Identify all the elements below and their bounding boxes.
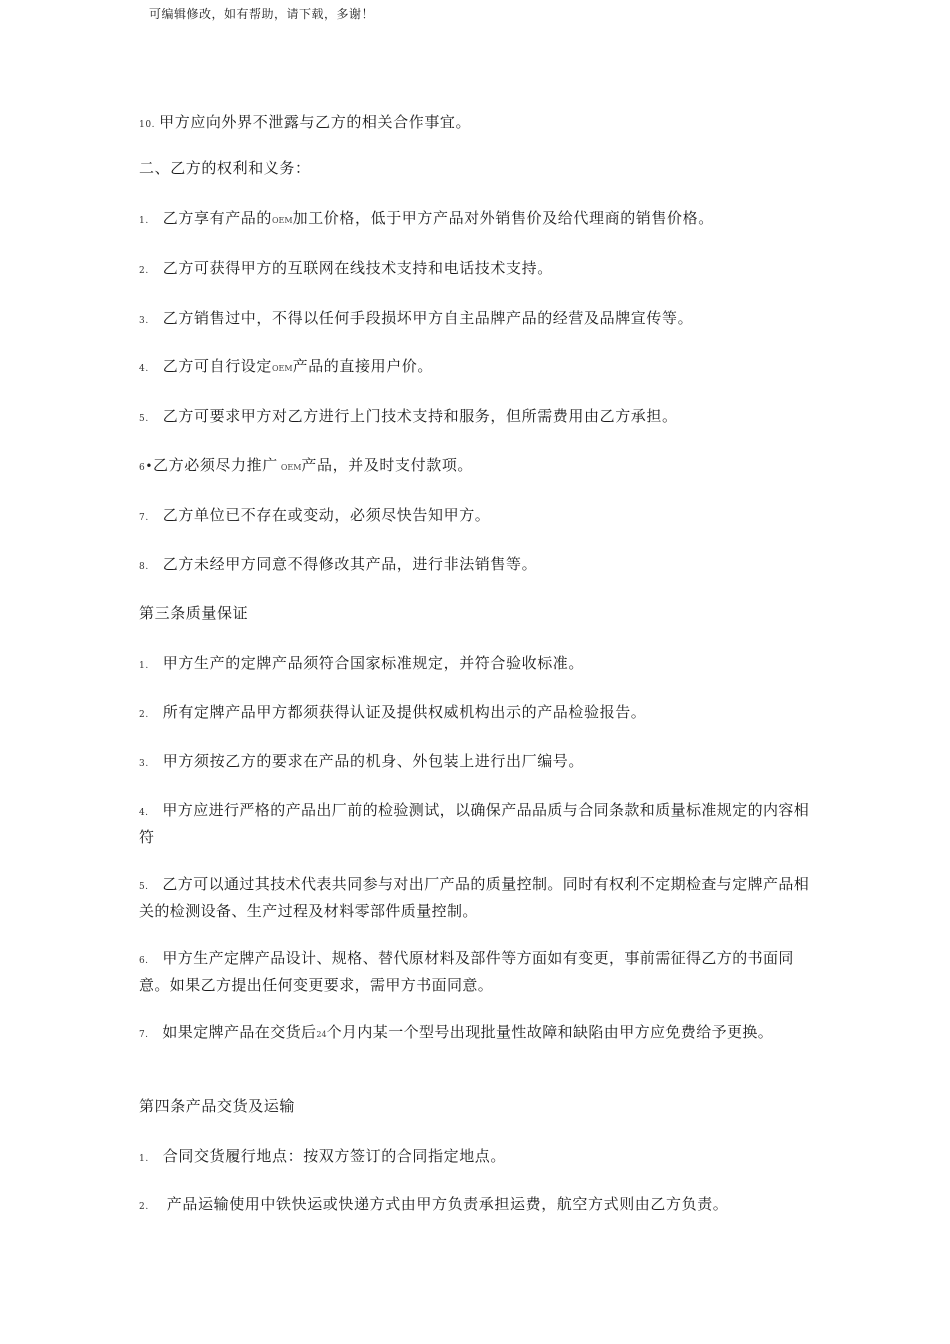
clause-line [139,110,471,137]
clause-line [139,1192,728,1219]
oem-label: OEM [272,364,293,373]
clause-text: 乙方必须尽力推广 [153,456,278,474]
clause-text: 乙方可自行设定 [162,357,272,375]
clause-paragraph [139,798,811,849]
clause-line [139,700,646,727]
item-number: 1. [139,1154,149,1164]
item-number: 5. [139,414,149,424]
item-number: 7. [139,513,149,523]
item-number: 1. [139,216,149,226]
clause-text: 乙方单位已不存在或变动，必须尽快告知甲方。 [162,506,491,524]
clause-text: 个月内某一个型号出现批量性故障和缺陷由甲方应免费给予更换。 [326,1023,774,1041]
clause-line [139,206,714,233]
page-header-note: 可编辑修改，如有帮助，请下载，多谢！ [149,7,375,21]
clause-text: 加工价格，低于甲方产品对外销售价及给代理商的销售价格。 [292,209,714,227]
item-number: 3. [139,759,149,769]
item-number: 1. [139,661,149,671]
clause-line [139,1144,506,1171]
item-number: 8. [139,562,149,572]
clause-text: 乙方可要求甲方对乙方进行上门技术支持和服务，但所需费用由乙方承担。 [162,407,678,425]
clause-text: 甲方生产定牌产品设计、规格、替代原材料及部件等方面如有变更，事前需征得乙方的书面同意。如果乙方提出任何变更要求，需甲方书面同意。 [139,949,794,994]
bullet-mark: • [145,459,154,473]
item-number: 3. [139,316,149,326]
oem-label: OEM [272,216,293,225]
clause-line [139,749,584,776]
section-heading: 第四条产品交货及运输 [139,1097,296,1115]
clause-text: 乙方可以通过其技术代表共同参与对出厂产品的质量控制。同时有权利不定期检查与定牌产品相关的检测设备、生产过程及材料零部件质量控制。 [139,875,810,920]
oem-label: OEM [280,463,302,472]
clause-text: 乙方未经甲方同意不得修改其产品，进行非法销售等。 [162,555,538,573]
item-number: 4. [139,808,149,818]
clause-line [139,552,537,579]
clause-text: 乙方销售过中，不得以任何手段损坏甲方自主品牌产品的经营及品牌宣传等。 [162,309,694,327]
clause-text: 甲方生产的定牌产品须符合国家标准规定，并符合验收标准。 [162,654,584,672]
item-number: 6. [139,956,149,966]
section-heading: 二、乙方的权利和义务： [139,159,311,177]
item-number: 10. [139,120,156,130]
clause-text: 如果定牌产品在交货后 [162,1023,317,1041]
clause-text: 所有定牌产品甲方都须获得认证及提供权威机构出示的产品检验报告。 [162,703,647,721]
clause-text: 产品运输使用中铁快运或快递方式由甲方负责承担运费，航空方式则由乙方负责。 [166,1195,729,1213]
clause-paragraph [139,872,811,923]
clause-text: 产品，并及时支付款项。 [301,456,474,474]
clause-line [139,256,553,283]
clause-text: 合同交货履行地点：按双方签订的合同指定地点。 [162,1147,506,1165]
item-number: 4. [139,364,149,374]
clause-line [139,354,433,381]
clause-text: 甲方应向外界不泄露与乙方的相关合作事宜。 [159,113,472,131]
clause-text: 甲方须按乙方的要求在产品的机身、外包装上进行出厂编号。 [162,752,584,770]
item-number: 5. [139,882,149,892]
clause-line [139,306,693,333]
clause-paragraph [139,946,811,997]
clause-line [139,453,473,480]
item-number: 6 [139,463,146,473]
item-number: 7. [139,1030,149,1040]
clause-text: 乙方可获得甲方的互联网在线技术支持和电话技术支持。 [162,259,553,277]
clause-line [139,503,490,530]
item-number: 2. [139,1202,149,1212]
clause-line [139,404,678,431]
section-heading: 第三条质量保证 [139,604,249,622]
item-number: 2. [139,710,149,720]
item-number: 2. [139,266,149,276]
months-number: 24 [316,1030,327,1039]
clause-line [139,651,584,678]
clause-text: 产品的直接用户价。 [292,357,433,375]
clause-text: 乙方享有产品的 [162,209,272,227]
clause-paragraph [139,1020,811,1047]
clause-text: 甲方应进行严格的产品出厂前的检验测试，以确保产品品质与合同条款和质量标准规定的内容相符 [139,801,810,846]
